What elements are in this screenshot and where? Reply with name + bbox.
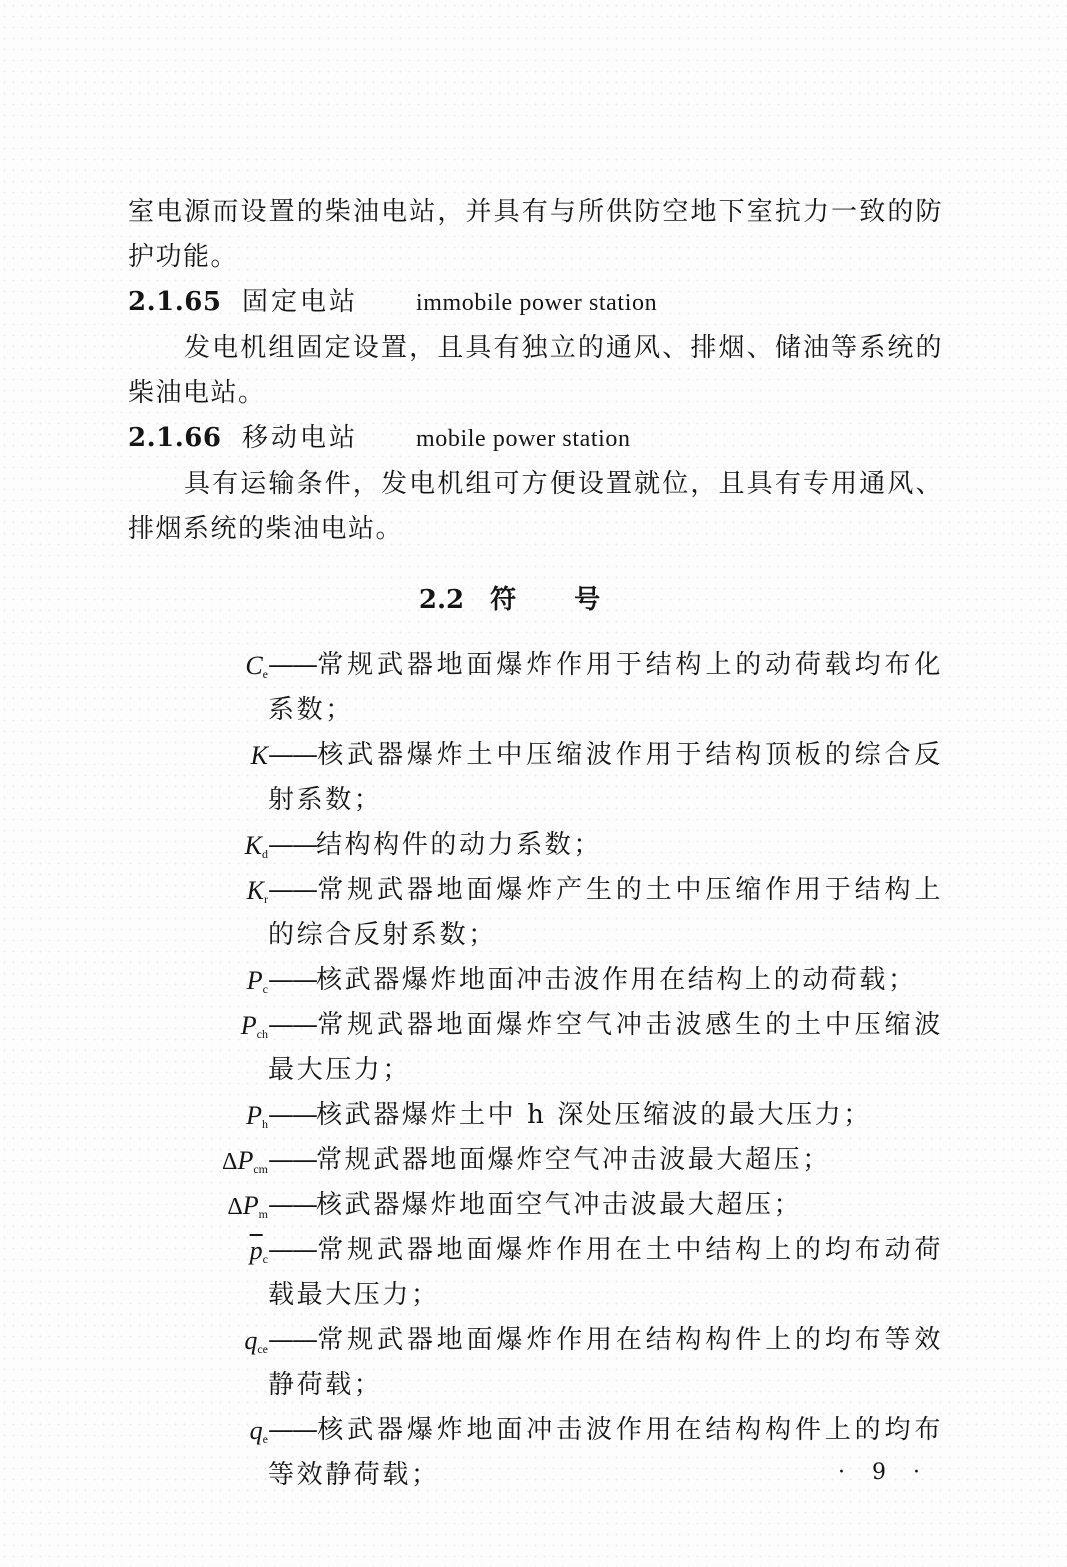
symbol-label: $\overline{p}_c$ (249, 1236, 268, 1266)
continued-paragraph: 室电源而设置的柴油电站，并具有与所供防空地下室抗力一致的防护功能。 (128, 197, 943, 272)
term-name-en: mobile power station (416, 426, 631, 452)
term-number: 2.1.66 (128, 423, 222, 453)
section-heading (128, 578, 943, 623)
symbol-description: ——常规武器地面爆炸空气冲击波感生的土中压缩波最大压力； (268, 1010, 943, 1085)
symbol-entry (128, 1003, 943, 1093)
term-number: 2.1.65 (128, 287, 222, 317)
symbol-description: ——常规武器地面爆炸空气冲击波最大超压； (268, 1145, 831, 1175)
symbol-label: $K_d$ (244, 831, 268, 861)
symbol-entry (128, 958, 943, 1003)
symbol-label: $P_c$ (246, 966, 268, 996)
symbol-description: ——结构构件的动力系数； (268, 830, 603, 860)
page-content (128, 190, 943, 1498)
symbol-description: ——常规武器地面爆炸作用在土中结构上的均布动荷载最大压力； (268, 1235, 943, 1310)
symbol-description: ——核武器爆炸土中 h 深处压缩波的最大压力； (268, 1100, 872, 1130)
symbol-label: $K_r$ (246, 876, 268, 906)
symbol-entry (128, 1228, 943, 1318)
section-title: 符号 (490, 585, 659, 615)
symbol-label: $P_h$ (246, 1101, 268, 1131)
section-number: 2.2 (418, 585, 465, 615)
symbol-label: K (250, 741, 268, 770)
symbol-label: $q_{ce}$ (244, 1326, 268, 1356)
symbol-list (128, 643, 943, 1498)
symbol-description: ——核武器爆炸地面冲击波作用在结构上的动荷载； (268, 965, 917, 995)
symbol-entry (128, 1138, 943, 1183)
term-heading (128, 416, 943, 462)
term-definition: 具有运输条件，发电机组可方便设置就位，且具有专用通风、排烟系统的柴油电站。 (128, 469, 943, 544)
term-heading (128, 280, 943, 326)
symbol-description: ——常规武器地面爆炸作用于结构上的动荷载均布化系数； (268, 650, 943, 725)
symbol-entry (128, 1408, 943, 1498)
symbol-label: $P_{ch}$ (240, 1011, 268, 1041)
symbol-entry (128, 868, 943, 958)
symbol-entry (128, 733, 943, 823)
symbol-entry (128, 1093, 943, 1138)
symbol-label: $C_e$ (245, 651, 268, 681)
symbol-description: ——核武器爆炸土中压缩波作用于结构顶板的综合反射系数； (268, 740, 943, 815)
term-name-cn: 移动电站 (242, 423, 359, 453)
symbol-label: $\Delta P_m$ (227, 1191, 268, 1221)
symbol-description: ——核武器爆炸地面冲击波作用在结构构件上的均布等效静荷载； (268, 1415, 943, 1490)
symbol-entry (128, 1318, 943, 1408)
term-name-en: immobile power station (416, 290, 658, 316)
symbol-entry (128, 1183, 943, 1228)
symbol-description: ——常规武器地面爆炸作用在结构构件上的均布等效静荷载； (268, 1325, 943, 1400)
term-name-cn: 固定电站 (242, 287, 359, 317)
symbol-label: $\Delta P_{cm}$ (222, 1146, 268, 1176)
symbol-description: ——常规武器地面爆炸产生的土中压缩作用于结构上的综合反射系数； (268, 875, 943, 950)
symbol-label: $q_e$ (249, 1416, 268, 1446)
symbol-entry (128, 823, 943, 868)
symbol-description: ——核武器爆炸地面空气冲击波最大超压； (268, 1190, 803, 1220)
page-number: · 9 · (838, 1460, 930, 1485)
term-definition: 发电机组固定设置，且具有独立的通风、排烟、储油等系统的柴油电站。 (128, 333, 943, 408)
symbol-entry (128, 643, 943, 733)
